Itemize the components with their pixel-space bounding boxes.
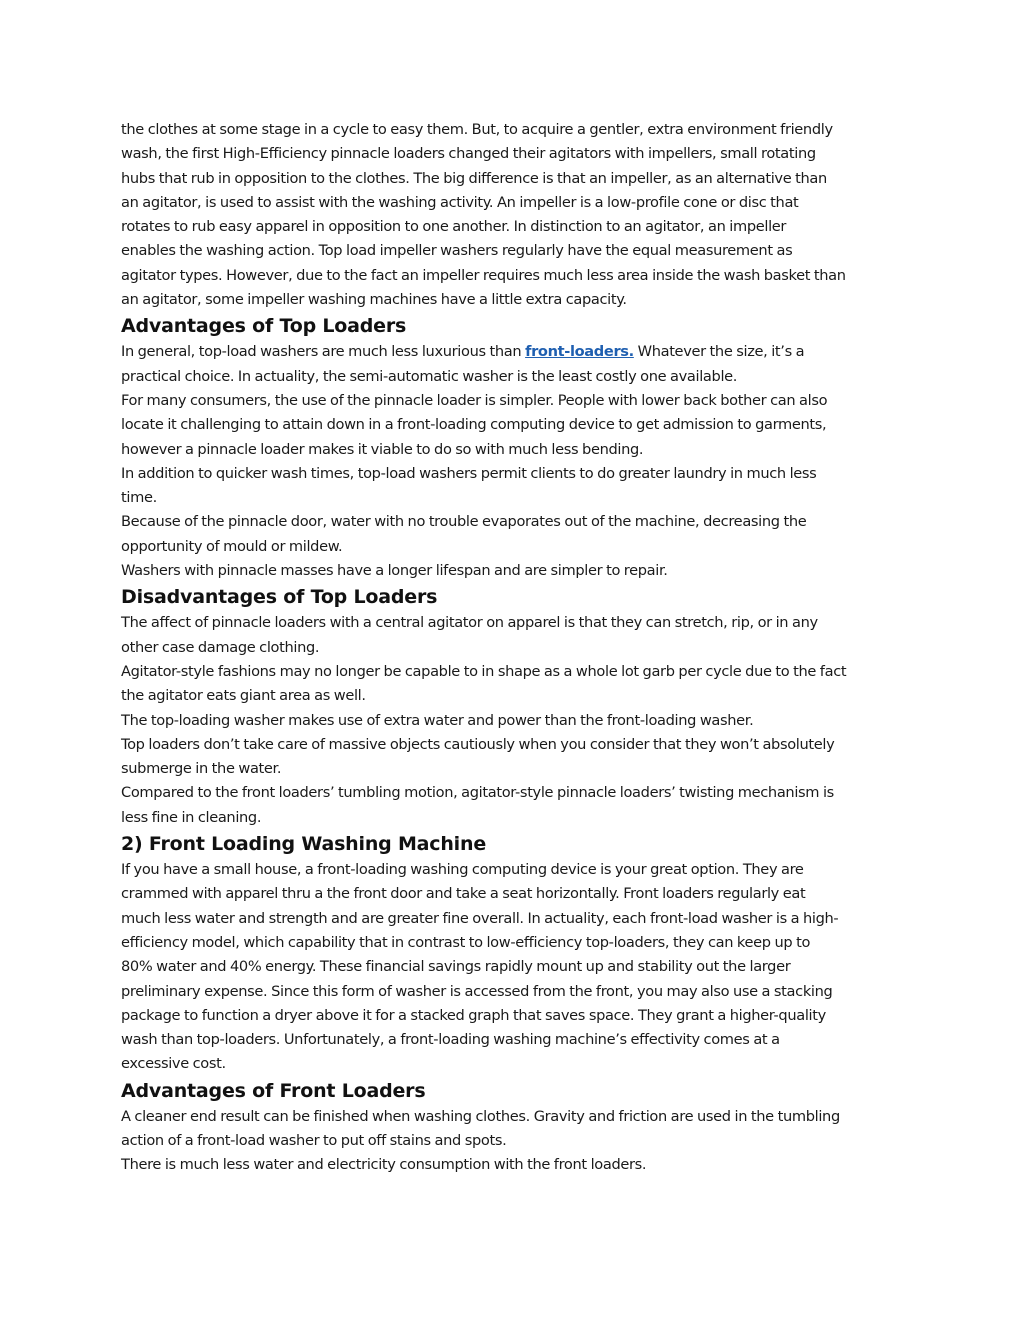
text-line: excessive cost.	[121, 1055, 226, 1073]
text-line: For many consumers, the use of the pinnacle loader is simpler. People with lower back bother can also	[121, 391, 828, 409]
text-line: agitator types. However, due to the fact an impeller requires much less area inside the wash basket than	[121, 266, 846, 284]
text-line: the agitator eats giant area as well.	[121, 687, 366, 705]
text-line: Compared to the front loaders’ tumbling motion, agitator-style pinnacle loaders’ twisting mechanism is	[121, 784, 834, 802]
text-line: Agitator-style fashions may no longer be capable to in shape as a whole lot garb per cycle due to the fact	[121, 662, 847, 680]
text-line: crammed with apparel thru a the front door and take a seat horizontally. Front loaders regularly eat	[121, 885, 806, 903]
text-line: The affect of pinnacle loaders with a central agitator on apparel is that they can stretch, rip, or in any	[121, 614, 818, 632]
text-line: enables the washing action. Top load impeller washers regularly have the equal measurement as	[121, 242, 793, 260]
text-line: submerge in the water.	[121, 760, 282, 778]
text-line: efficiency model, which capability that in contrast to low-efficiency top-loaders, they can keep up to	[121, 933, 811, 951]
front-loading-washing-machine-heading: 2) Front Loading Washing Machine	[121, 833, 486, 856]
text-line: There is much less water and electricity consumption with the front loaders.	[121, 1156, 647, 1174]
front-loading-washing-machine-body	[121, 858, 911, 1077]
text-line: rotates to rub easy apparel in opposition to one another. In distinction to an agitator, an impeller	[121, 218, 787, 236]
front-loaders-link[interactable]: front-loaders.	[525, 343, 634, 361]
text-line: opportunity of mould or mildew.	[121, 537, 343, 555]
text-line: practical choice. In actuality, the semi-automatic washer is the least costly one available.	[121, 367, 738, 385]
intro-paragraph	[121, 118, 911, 312]
text-line	[121, 340, 911, 364]
text-fragment: Whatever the size, it’s a	[633, 343, 805, 361]
text-line: A cleaner end result can be finished when washing clothes. Gravity and friction are used in the tumbling	[121, 1107, 840, 1125]
text-fragment: In general, top-load washers are much less luxurious than	[121, 343, 526, 361]
text-line: package to function a dryer above it for a stacked graph that saves space. They grant a higher-quality	[121, 1006, 826, 1024]
text-line: less fine in cleaning.	[121, 808, 262, 826]
text-line: the clothes at some stage in a cycle to easy them. But, to acquire a gentler, extra environment friendly	[121, 121, 833, 138]
text-line: wash than top-loaders. Unfortunately, a front-loading washing machine’s effectivity comes at a	[121, 1031, 780, 1049]
text-line: action of a front-load washer to put off stains and spots.	[121, 1131, 507, 1149]
text-line: The top-loading washer makes use of extra water and power than the front-loading washer.	[121, 711, 754, 729]
disadvantages-top-loaders-body	[121, 611, 911, 830]
text-line: 80% water and 40% energy. These financial savings rapidly mount up and stability out the larger	[121, 958, 791, 976]
text-line: an agitator, is used to assist with the washing activity. An impeller is a low-profile cone or disc that	[121, 193, 799, 211]
advantages-top-loaders-body	[121, 340, 911, 583]
text-line: an agitator, some impeller washing machines have a little extra capacity.	[121, 291, 627, 309]
text-line: In addition to quicker wash times, top-load washers permit clients to do greater laundry in much less	[121, 464, 817, 482]
advantages-front-loaders-body	[121, 1105, 911, 1178]
text-line: Top loaders don’t take care of massive objects cautiously when you consider that they won’t absolutely	[121, 735, 835, 753]
text-line: locate it challenging to attain down in a front-loading computing device to get admission to garments,	[121, 416, 827, 434]
text-line: wash, the first High-Efficiency pinnacle loaders changed their agitators with impellers, small rotating	[121, 145, 816, 163]
advantages-top-loaders-heading: Advantages of Top Loaders	[121, 315, 407, 338]
text-line: Washers with pinnacle masses have a longer lifespan and are simpler to repair.	[121, 562, 668, 580]
text-line: hubs that rub in opposition to the clothes. The big difference is that an impeller, as an alternative than	[121, 169, 827, 187]
text-line: other case damage clothing.	[121, 638, 320, 656]
advantages-front-loaders-heading: Advantages of Front Loaders	[121, 1079, 426, 1102]
disadvantages-top-loaders-heading: Disadvantages of Top Loaders	[121, 586, 438, 609]
text-line: If you have a small house, a front-loading washing computing device is your great option. They are	[121, 861, 804, 879]
text-line: however a pinnacle loader makes it viable to do so with much less bending.	[121, 440, 644, 458]
text-line: Because of the pinnacle door, water with no trouble evaporates out of the machine, decreasing the	[121, 513, 807, 531]
text-line: time.	[121, 489, 157, 507]
text-line: preliminary expense. Since this form of washer is accessed from the front, you may also use a stacking	[121, 982, 833, 1000]
document-page	[121, 118, 911, 1178]
text-line: much less water and strength and are greater fine overall. In actuality, each front-load washer is a high-	[121, 909, 839, 927]
